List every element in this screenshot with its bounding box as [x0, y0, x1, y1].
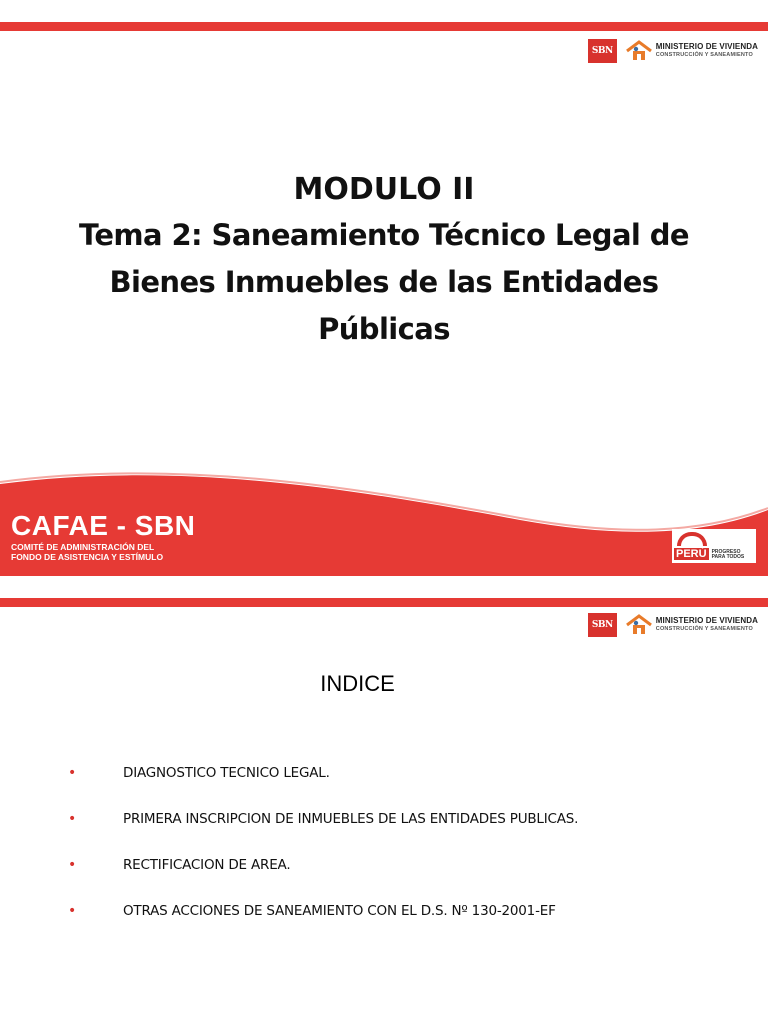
list-item-text: PRIMERA INSCRIPCION DE INMUEBLES DE LAS ENTIDADES PUBLICAS.: [123, 811, 579, 827]
bullet-icon: •: [68, 765, 77, 781]
house-icon: [625, 614, 653, 636]
house-icon: [625, 40, 653, 62]
cafae-subtitle-line-1: COMITÉ DE ADMINISTRACIÓN DEL: [11, 542, 155, 552]
index-list: [68, 764, 578, 948]
list-item-text: DIAGNOSTICO TECNICO LEGAL.: [123, 765, 330, 781]
bullet-icon: •: [68, 811, 77, 827]
header-logos: [588, 38, 758, 64]
peru-tagline: [712, 550, 745, 560]
index-title: INDICE: [320, 671, 395, 696]
sbn-logo-text: SBN: [591, 46, 613, 56]
topic-title-line-2: Bienes Inmuebles de las Entidades: [109, 265, 659, 299]
bullet-icon: •: [68, 903, 77, 919]
list-item: [68, 764, 578, 810]
ministry-subtitle: CONSTRUCCIÓN Y SANEAMIENTO: [655, 52, 753, 58]
bullet-icon: •: [68, 857, 77, 873]
peru-word: PERÚ: [676, 548, 707, 560]
index-slide: [0, 596, 768, 1024]
sbn-logo: [588, 613, 617, 637]
sbn-logo: [588, 39, 617, 63]
ministry-name: MINISTERIO DE VIVIENDA: [655, 616, 758, 625]
list-item: [68, 810, 578, 856]
ministry-logo: [625, 40, 758, 62]
list-item-text: OTRAS ACCIONES DE SANEAMIENTO CON EL D.S. Nº 130-2001-EF: [123, 903, 556, 919]
peru-logo: [672, 529, 756, 563]
peru-tagline-line-2: PARA TODOS: [711, 554, 745, 560]
cafae-subtitle: [11, 542, 163, 562]
topic-title-line-1: Tema 2: Saneamiento Técnico Legal de: [79, 218, 689, 252]
top-red-bar: [0, 598, 768, 607]
topic-title-line-3: Públicas: [318, 312, 450, 346]
cover-title: [40, 168, 728, 353]
top-red-bar: [0, 22, 768, 31]
list-item: [68, 856, 578, 902]
header-logos: [588, 612, 758, 638]
peru-tagline-line-1: PROGRESO: [711, 549, 741, 555]
ministry-logo: [625, 614, 758, 636]
module-title: MODULO II: [293, 172, 475, 207]
list-item: [68, 902, 578, 948]
list-item-text: RECTIFICACION DE AREA.: [123, 857, 291, 873]
cafae-subtitle-line-2: FONDO DE ASISTENCIA Y ESTÍMULO: [11, 552, 164, 562]
ministry-name: MINISTERIO DE VIVIENDA: [655, 42, 758, 51]
sbn-logo-text: SBN: [591, 620, 613, 630]
footer-band: [0, 470, 768, 576]
ministry-subtitle: CONSTRUCCIÓN Y SANEAMIENTO: [655, 626, 753, 632]
cafae-logo-title: CAFAE - SBN: [11, 510, 196, 541]
peru-arch-icon: [677, 532, 707, 546]
